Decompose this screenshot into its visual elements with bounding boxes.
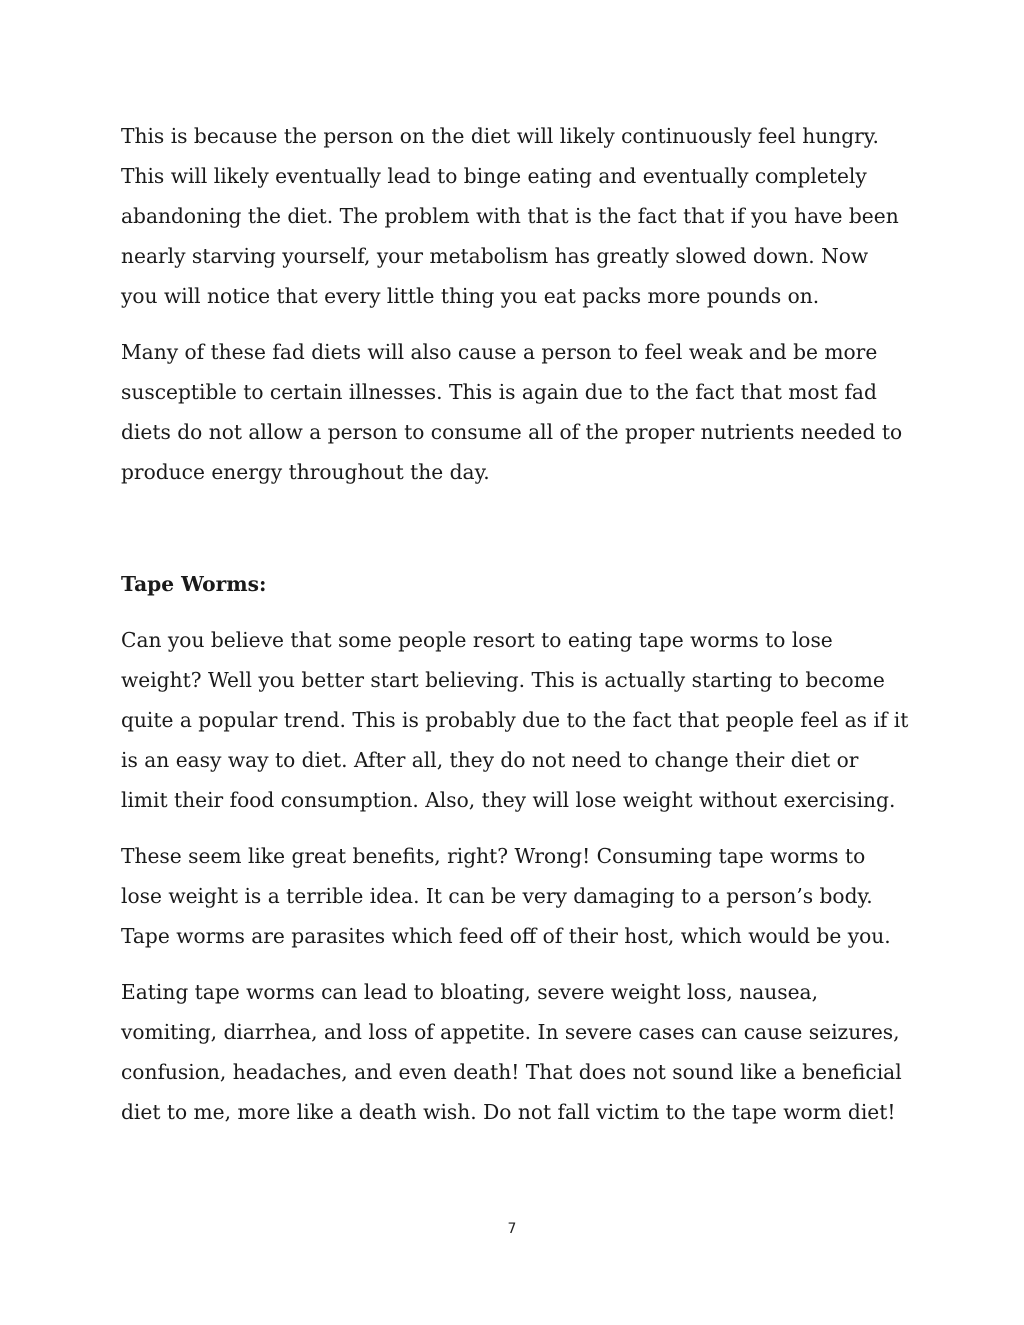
text-line: you will notice that every little thing you eat packs more pounds on. [121,284,820,308]
text-line: Tape worms are parasites which feed off of their host, which would be you. [121,924,891,948]
page-content [121,116,911,1132]
text-line: limit their food consumption. Also, they will lose weight without exercising. [121,788,896,812]
text-line: diet to me, more like a death wish. Do not fall victim to the tape worm diet! [121,1100,896,1124]
text-line: This will likely eventually lead to binge eating and eventually completely [121,164,867,188]
text-line: is an easy way to diet. After all, they do not need to change their diet or [121,748,859,772]
text-line: abandoning the diet. The problem with that is the fact that if you have been [121,204,899,228]
paragraph [121,116,911,316]
text-line: produce energy throughout the day. [121,460,490,484]
text-line: Eating tape worms can lead to bloating, severe weight loss, nausea, [121,980,819,1004]
text-line: weight? Well you better start believing. This is actually starting to become [121,668,885,692]
text-line: lose weight is a terrible idea. It can be very damaging to a person’s body. [121,884,873,908]
paragraph [121,972,911,1132]
paragraph [121,332,911,492]
text-line: susceptible to certain illnesses. This is again due to the fact that most fad [121,380,877,404]
section-heading [121,564,911,604]
text-line: diets do not allow a person to consume all of the proper nutrients needed to [121,420,903,444]
text-line: vomiting, diarrhea, and loss of appetite. In severe cases can cause seizures, [121,1020,900,1044]
text-line: nearly starving yourself, your metabolism has greatly slowed down. Now [121,244,869,268]
text-line: Many of these fad diets will also cause a person to feel weak and be more [121,340,878,364]
text-line: This is because the person on the diet will likely continuously feel hungry. [121,124,879,148]
text-line: These seem like great benefits, right? Wrong! Consuming tape worms to [121,844,866,868]
text-line: Can you believe that some people resort to eating tape worms to lose [121,628,833,652]
section-heading-text: Tape Worms: [121,572,267,596]
paragraph [121,620,911,820]
page-number: 7 [507,1221,517,1237]
paragraph [121,836,911,956]
text-line: quite a popular trend. This is probably due to the fact that people feel as if it [121,708,909,732]
text-line: confusion, headaches, and even death! That does not sound like a beneficial [121,1060,902,1084]
